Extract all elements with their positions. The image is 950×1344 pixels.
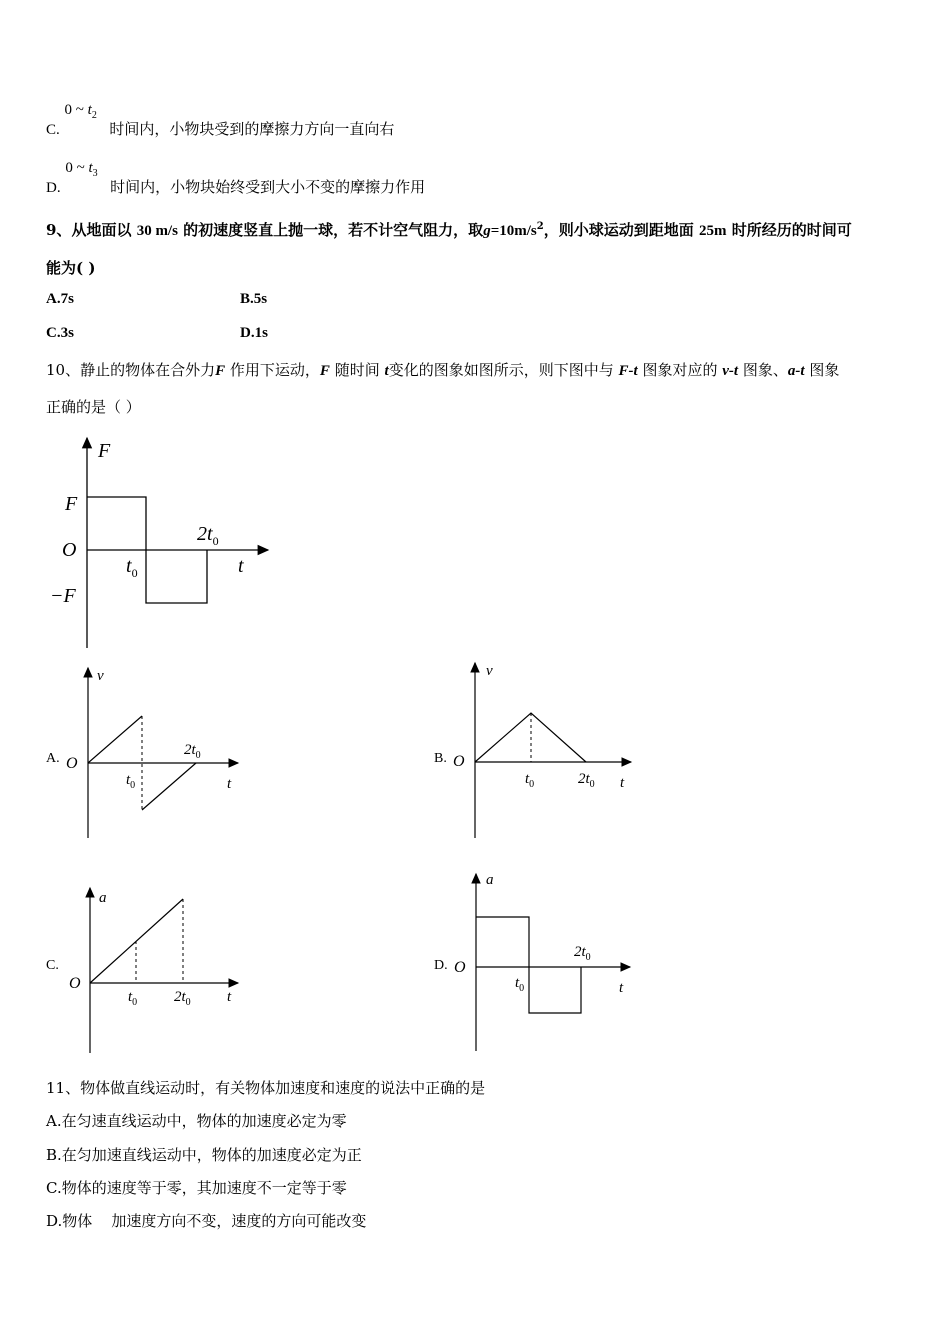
option-b-vt-graph xyxy=(448,657,658,842)
y-axis-label: v xyxy=(486,663,493,679)
q9-stem-line1 xyxy=(46,219,852,240)
origin-label: O xyxy=(69,975,81,992)
origin-label: O xyxy=(453,753,465,770)
stem-text: 变化的图象如图所示，则下图中与 xyxy=(388,361,614,379)
q9-option-a: A.7s xyxy=(46,291,74,307)
t0-label: $t_0$ xyxy=(525,771,535,790)
q8-option-c xyxy=(46,102,395,139)
neg-f-label: −F xyxy=(50,585,76,607)
stem-text: 图象对应的 xyxy=(642,361,718,379)
stem-text: 作用下运动， xyxy=(229,361,320,379)
question-number: 9、 xyxy=(46,221,72,239)
t0-label: $t_0$ xyxy=(126,555,138,580)
q11-option-d: D.物体 加速度方向不变，速度的方向可能改变 xyxy=(46,1212,367,1230)
2t0-label: $2t_0$ xyxy=(174,989,191,1008)
q10-option-c-label: C. xyxy=(46,958,59,973)
question-number: 10、 xyxy=(46,361,81,379)
x-axis-label: t xyxy=(620,775,625,791)
q11-option-b: B.在匀加速直线运动中，物体的加速度必定为正 xyxy=(46,1146,362,1164)
stem-text: 随时间 xyxy=(334,361,380,379)
t0-label: $t_0$ xyxy=(126,772,136,791)
q9-option-b: B.5s xyxy=(240,291,268,307)
q9-option-c: C.3s xyxy=(46,325,74,341)
t0-label: $t_0$ xyxy=(128,989,138,1008)
range-var: t xyxy=(88,160,93,176)
q11-stem: 11、物体做直线运动时，有关物体加速度和速度的说法中正确的是 xyxy=(46,1079,486,1097)
x-axis-label: t xyxy=(619,980,624,996)
f-level-label: F xyxy=(65,493,78,515)
option-label: C. xyxy=(46,122,60,138)
ft-graph xyxy=(40,430,280,660)
stem-text: ，则小球运动到距地面 xyxy=(543,221,694,239)
origin-label: O xyxy=(66,755,78,772)
height-value: 25m xyxy=(698,223,727,239)
y-axis-label: a xyxy=(486,872,494,888)
velocity-segment xyxy=(88,716,142,763)
option-c-at-graph xyxy=(62,882,262,1057)
q11-option-c: C.物体的速度等于零，其加速度不一定等于零 xyxy=(46,1179,347,1197)
2t0-label: $2t_0$ xyxy=(197,523,219,548)
time-range xyxy=(64,102,105,134)
stem-text: 静止的物体在合外力 xyxy=(80,361,216,379)
velocity-segment xyxy=(142,763,196,810)
2t0-label: $2t_0$ xyxy=(574,944,591,963)
speed-value: 30 m/s xyxy=(136,223,178,239)
2t0-label: $2t_0$ xyxy=(578,771,595,790)
y-axis-label: v xyxy=(97,668,104,684)
option-text: 时间内，小物块受到的摩擦力方向一直向右 xyxy=(109,120,395,138)
var-F: F xyxy=(319,363,330,379)
g-var: g xyxy=(483,223,491,239)
t0-label: $t_0$ xyxy=(515,975,525,994)
y-axis-label: a xyxy=(99,890,107,906)
range-var: t xyxy=(87,102,92,118)
stem-text: 从地面以 xyxy=(71,221,132,239)
range-sub: 3 xyxy=(92,168,98,179)
ft-graph-name: F-t xyxy=(618,363,638,379)
range-start: 0 ~ xyxy=(65,160,89,176)
q9-option-d: D.1s xyxy=(240,325,268,341)
q10-stem-line2: 正确的是（ ） xyxy=(46,398,141,416)
option-a-vt-graph xyxy=(60,662,260,842)
x-axis-label: t xyxy=(238,555,244,577)
q10-stem-line1 xyxy=(46,359,839,380)
option-label: D. xyxy=(46,180,61,196)
vt-graph-name: v-t xyxy=(722,363,739,379)
origin-label: O xyxy=(454,959,466,976)
stem-text: 时所经历的时间可 xyxy=(731,221,852,239)
q9-stem-line2: 能为( ) xyxy=(46,259,96,277)
q8-option-d xyxy=(46,160,426,197)
range-sub: 2 xyxy=(91,110,97,121)
stem-text: 图象、 xyxy=(742,361,788,379)
origin-label: O xyxy=(62,539,77,561)
x-axis-label: t xyxy=(227,989,232,1005)
q11-option-a: A.在匀速直线运动中，物体的加速度必定为零 xyxy=(46,1112,347,1130)
option-d-at-graph xyxy=(448,868,658,1053)
var-t: t xyxy=(384,363,389,379)
q10-option-b-label: B. xyxy=(434,751,447,766)
option-text: 时间内，小物块始终受到大小不变的摩擦力作用 xyxy=(110,178,426,196)
2t0-label: $2t_0$ xyxy=(184,742,201,761)
var-F: F xyxy=(215,363,226,379)
y-axis-label: F xyxy=(98,440,111,462)
g-value: =10m/s xyxy=(490,223,537,239)
q10-option-a-label: A. xyxy=(46,751,60,766)
q10-option-d-label: D. xyxy=(434,958,448,973)
time-range xyxy=(65,160,105,192)
at-graph-name: a-t xyxy=(787,363,805,379)
g-exp: 2 xyxy=(536,221,544,232)
x-axis-label: t xyxy=(227,776,232,792)
range-start: 0 ~ xyxy=(64,102,88,118)
stem-text: 图象 xyxy=(809,361,840,379)
stem-text: 的初速度竖直上抛一球，若不计空气阻力，取 xyxy=(183,221,484,239)
